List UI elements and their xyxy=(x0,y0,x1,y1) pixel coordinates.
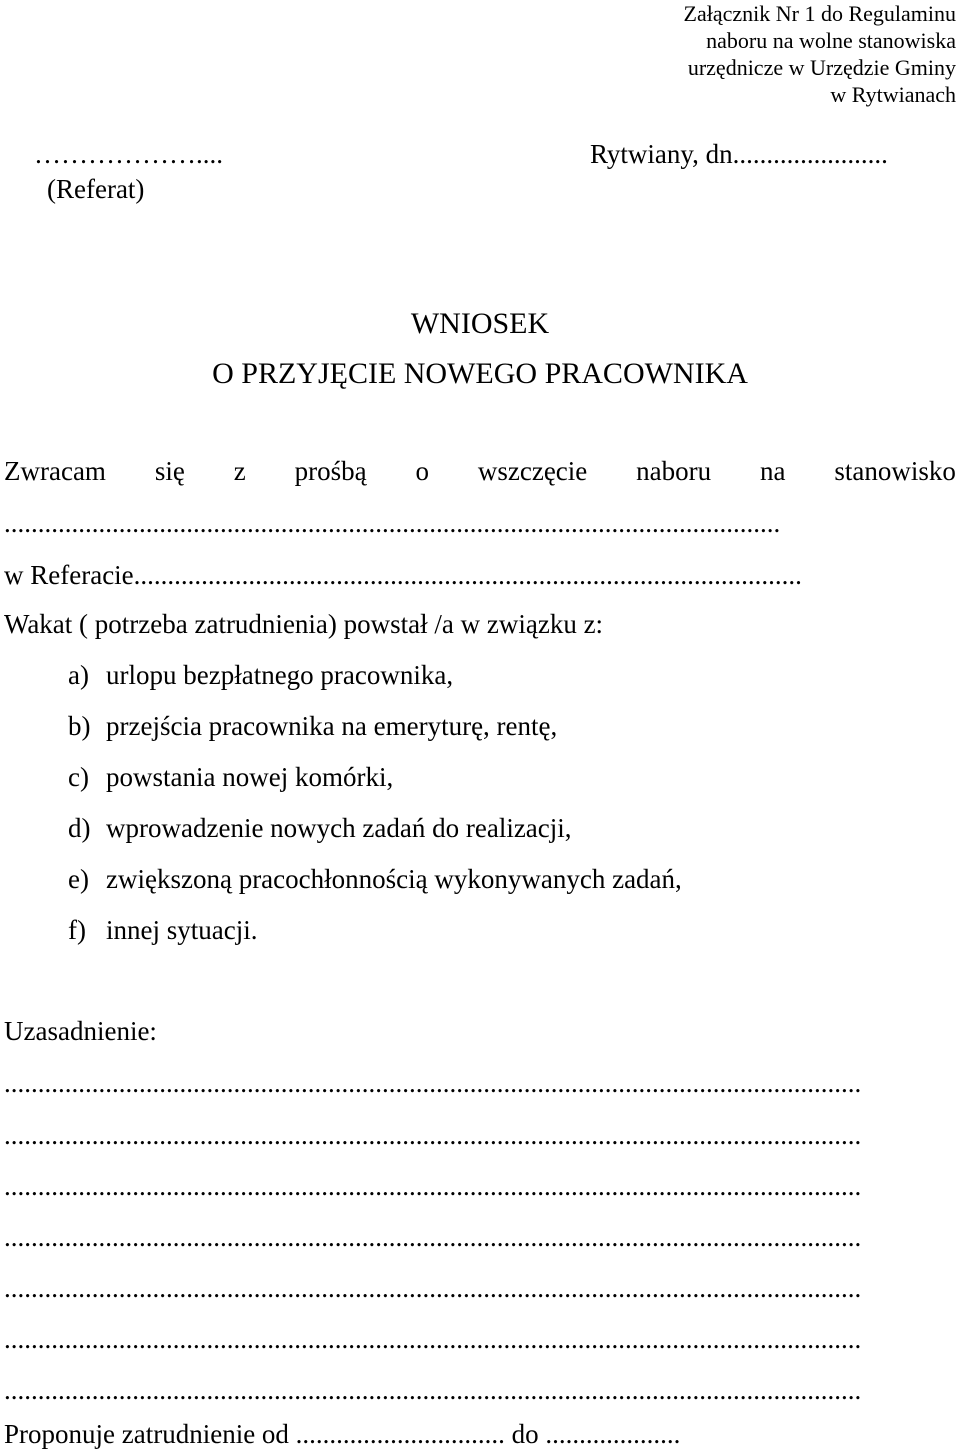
justification-line: ............................................................................................................................... xyxy=(4,1375,862,1405)
reason-mark: c) xyxy=(68,762,89,792)
request-word: się xyxy=(154,456,185,486)
request-word: o xyxy=(415,456,429,486)
reason-mark: b) xyxy=(68,711,91,741)
justification-line: ............................................................................................................................... xyxy=(4,1222,862,1252)
annex-line: naboru na wolne stanowiska xyxy=(706,28,956,53)
request-word: na xyxy=(760,456,786,486)
employment-proposal: Proponuje zatrudnienie od ............................... do .................... xyxy=(4,1419,681,1449)
reason-item-a xyxy=(68,659,453,691)
request-sentence xyxy=(4,455,956,487)
document-title: WNIOSEK xyxy=(410,307,550,340)
justification-label: Uzasadnienie: xyxy=(4,1016,157,1046)
justification-line: ............................................................................................................................... xyxy=(4,1120,862,1150)
reason-mark: a) xyxy=(68,660,89,690)
justification-line: ............................................................................................................................... xyxy=(4,1068,862,1098)
referat-label: (Referat) xyxy=(47,174,145,204)
justification-line: ............................................................................................................................... xyxy=(4,1171,862,1201)
reason-mark: e) xyxy=(68,864,89,894)
justification-line: ............................................................................................................................... xyxy=(4,1324,862,1354)
reason-mark: d) xyxy=(68,813,91,843)
reason-text: zwiększoną pracochłonnością wykonywanych zadań, xyxy=(106,864,682,894)
request-word: naboru xyxy=(636,456,712,486)
department-fill-line: w Referacie................................................................................................... xyxy=(4,560,802,590)
document-subtitle: O PRZYJĘCIE NOWEGO PRACOWNIKA xyxy=(212,357,748,390)
reason-intro: Wakat ( potrzeba zatrudnienia) powstał /a w związku z: xyxy=(4,609,604,639)
request-word: wszczęcie xyxy=(477,456,588,486)
annex-line: urzędnicze w Urzędzie Gminy xyxy=(687,55,956,80)
reason-text: urlopu bezpłatnego pracownika, xyxy=(106,660,454,690)
request-word: stanowisko xyxy=(834,456,956,486)
reason-item-b xyxy=(68,710,557,742)
request-word: z xyxy=(233,456,246,486)
annex-line: w Rytwianach xyxy=(830,82,956,107)
reason-mark: f) xyxy=(68,915,86,945)
reason-text: powstania nowej komórki, xyxy=(106,762,394,792)
reason-item-f xyxy=(68,914,257,946)
justification-line: ............................................................................................................................... xyxy=(4,1273,862,1303)
referat-dots: ……………….... xyxy=(34,139,223,169)
reason-text: innej sytuacji. xyxy=(106,915,258,945)
reason-text: wprowadzenie nowych zadań do realizacji, xyxy=(106,813,572,843)
annex-line: Załącznik Nr 1 do Regulaminu xyxy=(683,1,956,26)
position-fill-line: ................................................................................................................... xyxy=(4,508,781,538)
reason-text: przejścia pracownika na emeryturę, rentę, xyxy=(106,711,558,741)
place-date: Rytwiany, dn....................... xyxy=(590,139,888,169)
reason-item-d xyxy=(68,812,572,844)
request-word: prośbą xyxy=(294,456,367,486)
request-word: Zwracam xyxy=(4,456,106,486)
reason-item-e xyxy=(68,863,682,895)
reason-item-c xyxy=(68,761,393,793)
annex-note xyxy=(684,0,956,108)
